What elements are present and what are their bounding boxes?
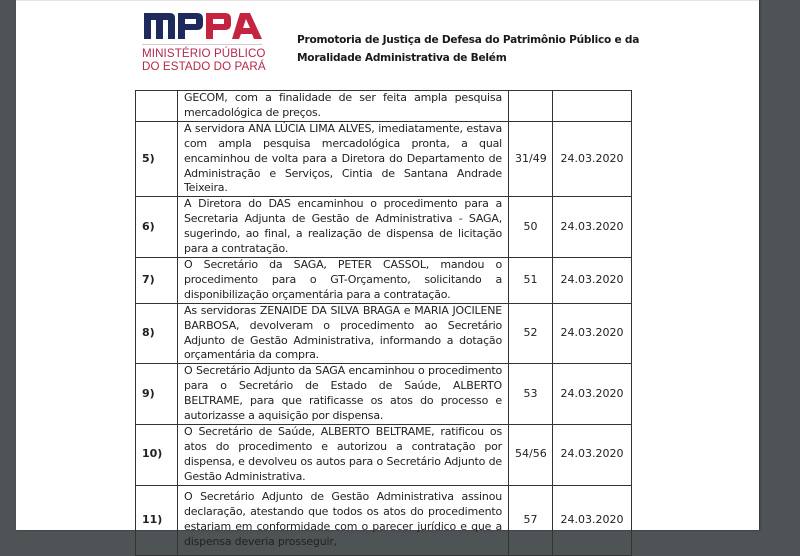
row-folhas: 57 [509, 485, 553, 555]
row-number [136, 91, 178, 122]
row-description: As servidoras ZENAIDE DA SILVA BRAGA e MARIA JOCILENE BARBOSA, devolveram o procedimento ao Secretário Adjunto de Gestão Administrativa, informando a dotação orçamentária da compra. [178, 303, 509, 364]
row-folhas: 51 [509, 257, 553, 303]
row-date: 24.03.2020 [553, 121, 632, 197]
row-folhas: 54/56 [509, 424, 553, 485]
row-number: 7) [136, 257, 178, 303]
row-number: 5) [136, 121, 178, 197]
row-folhas [509, 91, 553, 122]
document-page [16, 0, 759, 548]
row-date: 24.03.2020 [553, 424, 632, 485]
row-number: 9) [136, 364, 178, 425]
logo-text-line2: DO ESTADO DO PARÁ [142, 60, 266, 73]
row-number: 8) [136, 303, 178, 364]
table-row [136, 364, 632, 425]
row-date: 24.03.2020 [553, 197, 632, 258]
procedure-table [135, 90, 632, 556]
row-number: 11) [136, 485, 178, 555]
table-row [136, 197, 632, 258]
row-folhas: 53 [509, 364, 553, 425]
row-folhas: 52 [509, 303, 553, 364]
logo-text-line1: MINISTÉRIO PÚBLICO [142, 47, 266, 60]
row-folhas: 31/49 [509, 121, 553, 197]
row-date: 24.03.2020 [553, 257, 632, 303]
row-description: GECOM, com a finalidade de ser feita ampla pesquisa mercadológica de preços. [178, 91, 509, 122]
table-row [136, 257, 632, 303]
row-description: O Secretário de Saúde, ALBERTO BELTRAME, ratificou os atos do procedimento e autorizou a contratação por dispensa, e devolveu os autos para o Secretário Adjunto de Gestão Administrativa. [178, 424, 509, 485]
table-row [136, 303, 632, 364]
logo-divider [142, 44, 262, 45]
row-description: O Secretário da SAGA, PETER CASSOL, mandou o procedimento para o GT-Orçamento, solicitando a disponibilização orçamentária para a contratação. [178, 257, 509, 303]
row-description: A Diretora do DAS encaminhou o procedimento para a Secretaria Adjunta de Gestão de Administrativa - SAGA, sugerindo, ao final, a realização de dispensa de licitação para a contratação. [178, 197, 509, 258]
row-date [553, 91, 632, 122]
mppa-logo [142, 11, 272, 77]
row-number: 6) [136, 197, 178, 258]
header-title: Promotoria de Justiça de Defesa do Patrimônio Público e da Moralidade Administrativa de Belém [297, 34, 640, 64]
table-row [136, 121, 632, 197]
row-number: 10) [136, 424, 178, 485]
row-description: A servidora ANA LÚCIA LIMA ALVES, imediatamente, estava com ampla pesquisa mercadológica pronta, a qual encaminhou de volta para a Diretora do Departamento de Administração e Serviços, Cintia de Santana Andrade Teixeira. [178, 121, 509, 197]
row-date: 24.03.2020 [553, 485, 632, 555]
row-folhas: 50 [509, 197, 553, 258]
row-date: 24.03.2020 [553, 364, 632, 425]
row-date: 24.03.2020 [553, 303, 632, 364]
table-row [136, 485, 632, 555]
table-row [136, 91, 632, 122]
row-description: O Secretário Adjunto da SAGA encaminhou o procedimento para o Secretário de Estado de Saúde, ALBERTO BELTRAME, para que ratificasse os atos do processo e autorizasse a aquisição por dispensa. [178, 364, 509, 425]
table-row [136, 424, 632, 485]
mppa-logo-mark-icon [142, 11, 264, 41]
row-description: O Secretário Adjunto de Gestão Administrativa assinou declaração, atestando que todos os atos do procedimento estariam em conformidade com o parecer jurídico e que a dispensa deveria prosseguir, [178, 485, 509, 555]
